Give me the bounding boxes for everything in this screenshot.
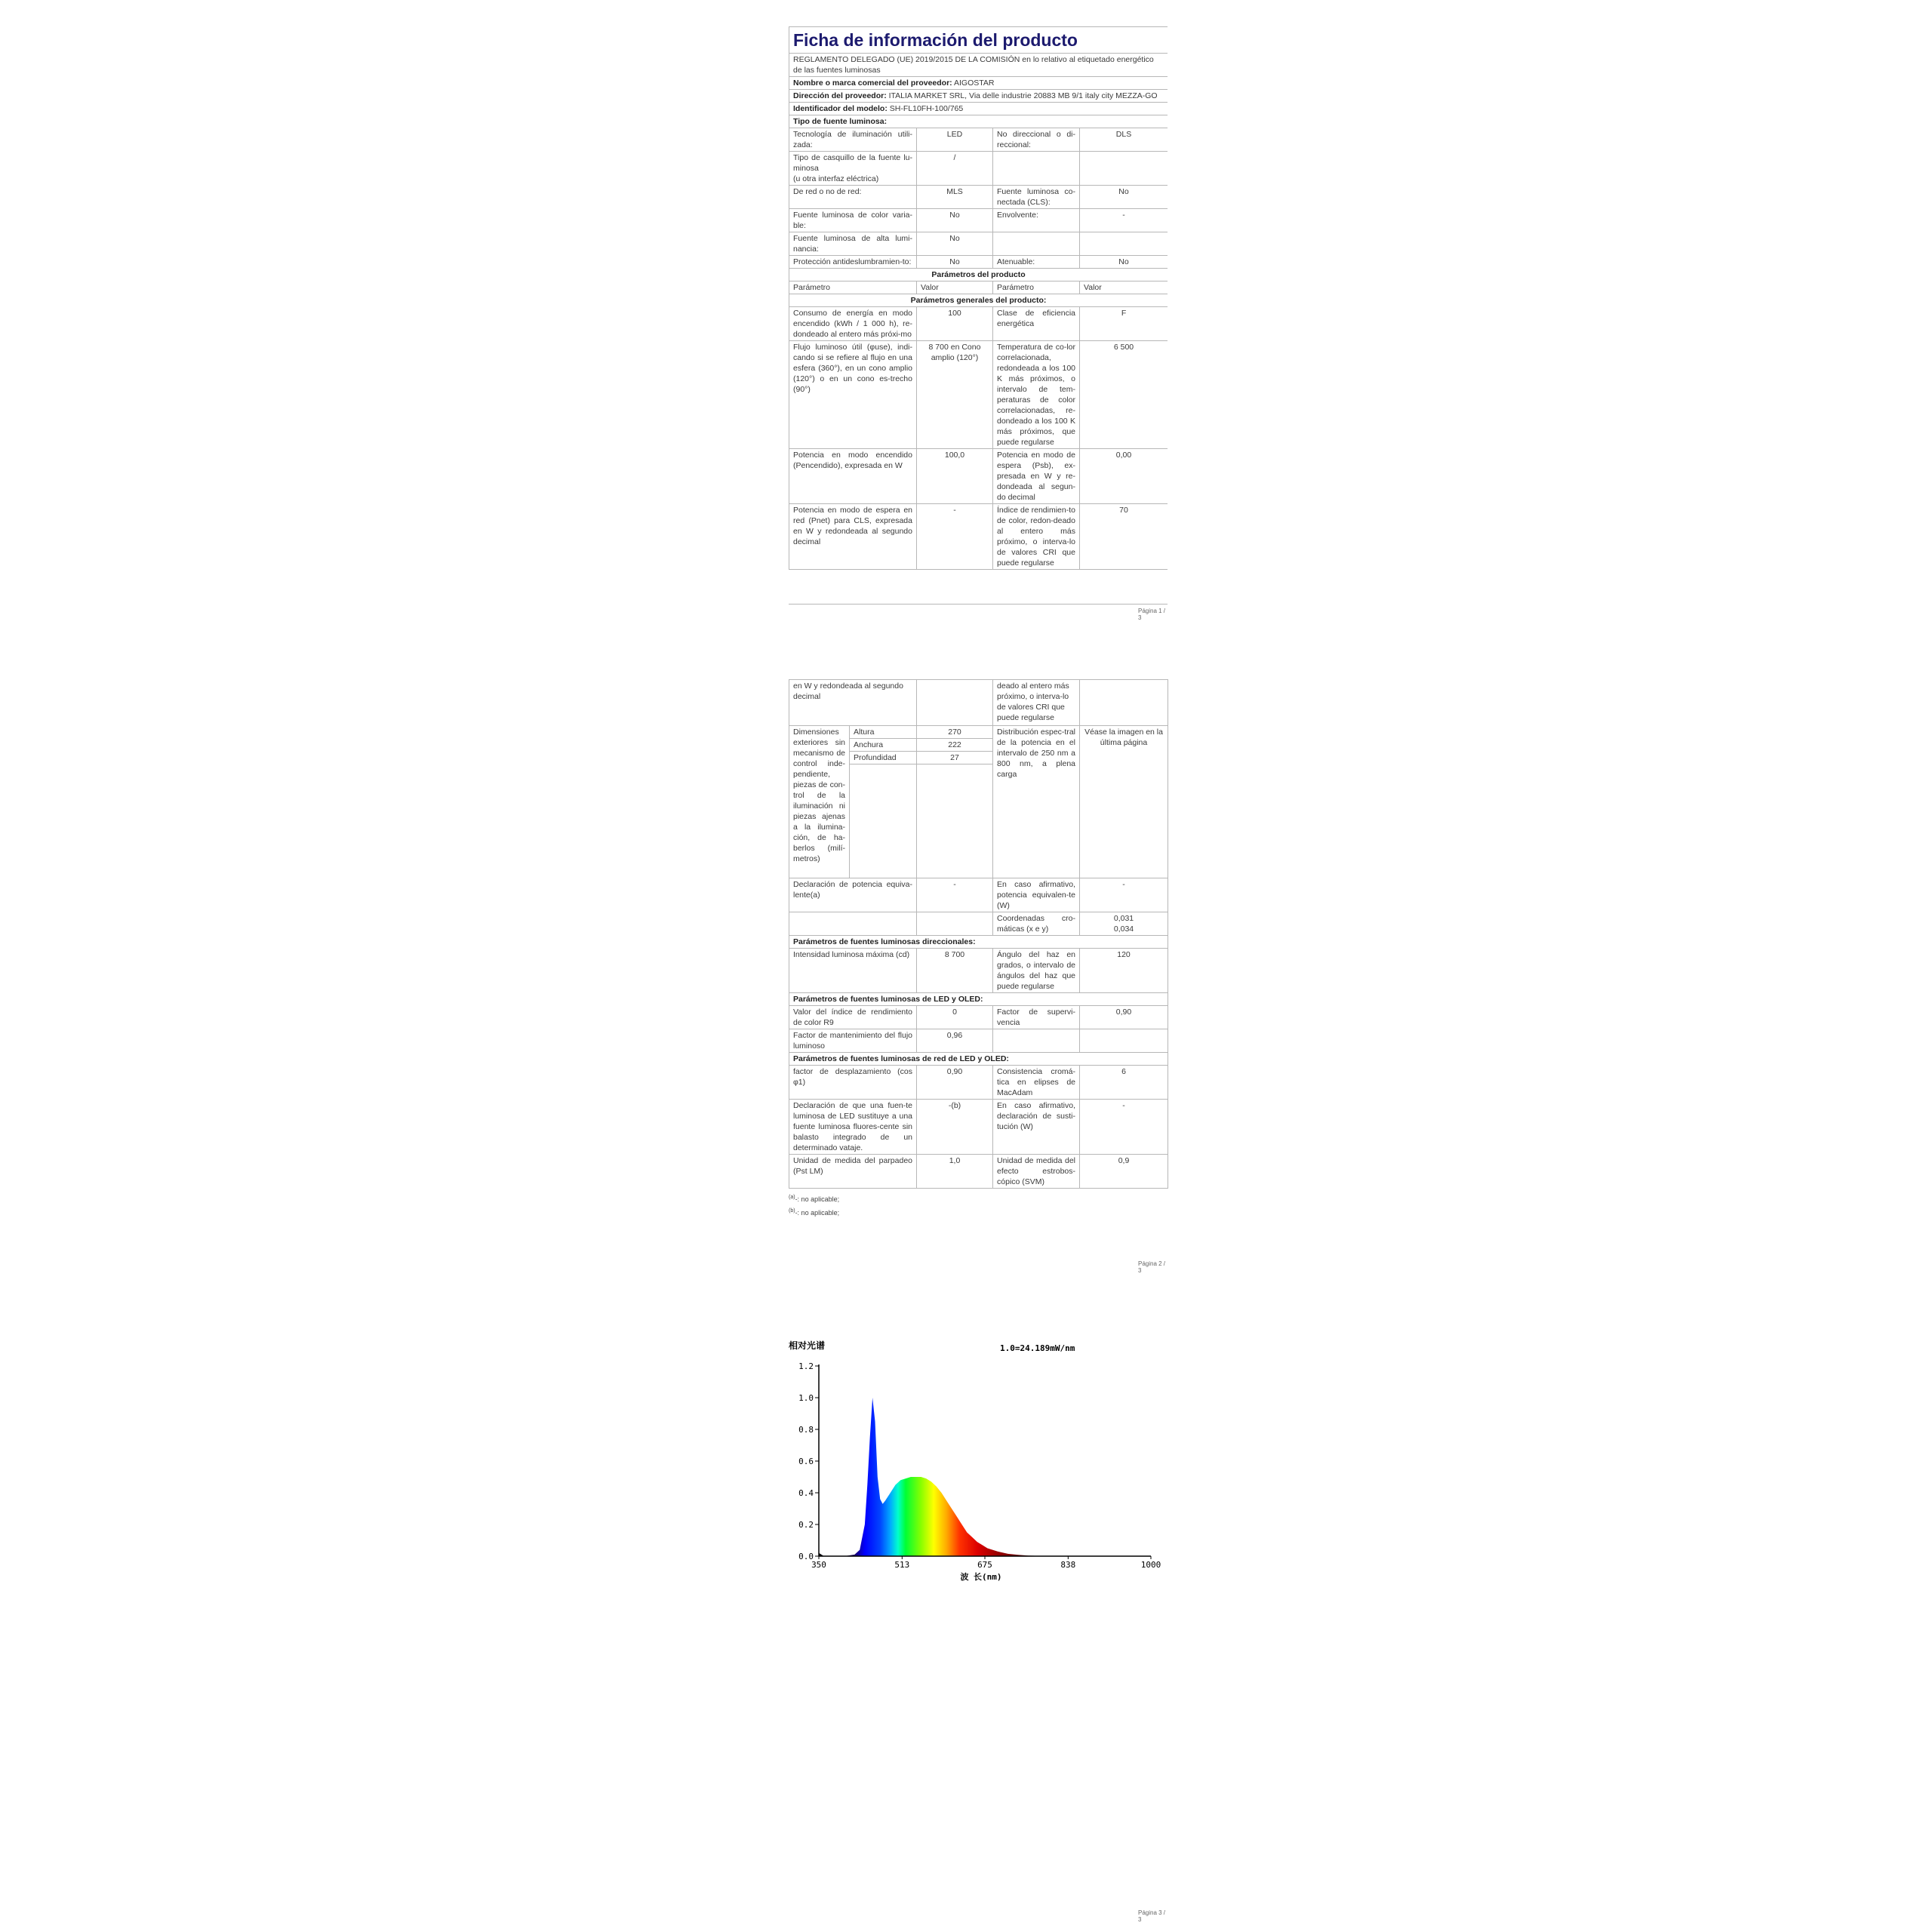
param-value: 8 700 en Cono amplio (120°) <box>917 341 993 449</box>
param-value-2 <box>1080 152 1168 186</box>
param-label-2: Ángulo del haz en grados, o intervalo de ángulos del haz que puede regularse <box>993 949 1080 993</box>
param-value: No <box>917 209 993 232</box>
table-row <box>789 1100 1168 1155</box>
table-row <box>789 186 1168 209</box>
table-row <box>789 1066 1168 1100</box>
supplier-name-row <box>789 77 1168 90</box>
param-label-2: Índice de rendimien-to de color, redon-deado al entero más próximo, o interva-lo de valores CRI que puede regularse <box>993 504 1080 570</box>
param-value: -(b) <box>917 1100 993 1155</box>
table-row <box>789 209 1168 232</box>
param-label-2: Fuente luminosa co-nectada (CLS): <box>993 186 1080 209</box>
param-value-2: No <box>1080 256 1168 269</box>
param-value: LED <box>917 128 993 152</box>
param-value: No <box>917 232 993 256</box>
x-axis-label: 波 长(nm) <box>960 1572 1002 1582</box>
param-value: / <box>917 152 993 186</box>
spectrum-chart <box>789 1328 1168 1615</box>
x-tick-label: 838 <box>1060 1560 1076 1570</box>
model-label: Identificador del modelo: <box>793 104 888 113</box>
continued-right-text: deado al entero más próximo, o interva-lo de valores CRI que puede regularse <box>993 680 1080 726</box>
param-value <box>917 912 993 936</box>
table-row <box>789 307 1168 341</box>
col-header-value: Valor <box>917 281 993 294</box>
param-label: Valor del índice de rendimiento de color R9 <box>789 1006 917 1029</box>
param-value: 8 700 <box>917 949 993 993</box>
col-header-value-2: Valor <box>1080 281 1168 294</box>
param-value-2: 0,00 <box>1080 449 1168 504</box>
param-label: factor de desplazamiento (cos φ1) <box>789 1066 917 1100</box>
param-value: - <box>917 504 993 570</box>
param-value-2 <box>1080 232 1168 256</box>
param-label: Consumo de energía en modo encendido (kWh / 1 000 h), re-dondeado al entero más próxi-mo <box>789 307 917 341</box>
table-row <box>789 1155 1168 1189</box>
table-row <box>789 232 1168 256</box>
page-number-3: Página 3 / 3 <box>1138 1909 1166 1923</box>
params-header-row <box>789 281 1168 294</box>
supplier-name-value: AIGOSTAR <box>954 78 995 88</box>
dimensions-row-1 <box>789 726 1168 739</box>
param-label-2: No direccional o di-reccional: <box>993 128 1080 152</box>
param-value: - <box>917 878 993 912</box>
param-label: Tipo de casquillo de la fuente lu-minosa (u otra interfaz eléctrica) <box>789 152 917 186</box>
table-row <box>789 256 1168 269</box>
chart-annotation: 1.0=24.189mW/nm <box>1000 1343 1075 1353</box>
col-header-param: Parámetro <box>789 281 917 294</box>
x-tick-label: 1000 <box>1140 1560 1161 1570</box>
table-row <box>789 878 1168 912</box>
param-value-2: 0,031 0,034 <box>1080 912 1168 936</box>
param-label: De red o no de red: <box>789 186 917 209</box>
param-value-2 <box>1080 1029 1168 1053</box>
param-label: Unidad de medida del parpadeo (Pst LM) <box>789 1155 917 1189</box>
spectral-distribution-value: Véase la imagen en la última página <box>1080 726 1168 878</box>
param-value-2: - <box>1080 209 1168 232</box>
dimensions-label: Dimensiones exteriores sin mecanismo de control inde-pendiente, piezas de con-trol de la iluminación ni piezas ajenas a la ilumina-ción, de ha-berlos (milí-metros) <box>789 726 850 878</box>
param-value-2: - <box>1080 1100 1168 1155</box>
param-value: 0,96 <box>917 1029 993 1053</box>
table-row <box>789 1029 1168 1053</box>
param-value-2: F <box>1080 307 1168 341</box>
param-value-2: 70 <box>1080 504 1168 570</box>
model-row <box>789 103 1168 115</box>
footnotes <box>789 1192 1168 1219</box>
param-value: MLS <box>917 186 993 209</box>
dim-name-height: Altura <box>850 726 917 739</box>
product-info-table-part-2 <box>789 679 1168 1189</box>
table-row <box>789 449 1168 504</box>
param-label: Flujo luminoso útil (φuse), indi-cando si se refiere al flujo en una esfera (360°), en un cono amplio (120°) o en un cono es-trecho (90°) <box>789 341 917 449</box>
x-tick-label: 513 <box>894 1560 910 1570</box>
chart-title: 相对光谱 <box>789 1340 826 1351</box>
document-title: Ficha de información del producto <box>789 27 1168 54</box>
param-label <box>789 912 917 936</box>
directional-title: Parámetros de fuentes luminosas direccionales: <box>789 936 1168 949</box>
param-label: Protección antideslumbramien-to: <box>789 256 917 269</box>
footnote-a: $^{(a)}$-: no aplicable; <box>789 1195 840 1203</box>
param-value-2: 0,90 <box>1080 1006 1168 1029</box>
param-value: 100,0 <box>917 449 993 504</box>
dim-value-width: 222 <box>917 739 993 752</box>
table-row <box>789 912 1168 936</box>
col-header-param-2: Parámetro <box>993 281 1080 294</box>
supplier-address-row <box>789 90 1168 103</box>
supplier-address-label: Dirección del proveedor: <box>793 91 887 100</box>
param-label-2 <box>993 152 1080 186</box>
param-label-2 <box>993 1029 1080 1053</box>
param-label: Factor de mantenimiento del flujo luminoso <box>789 1029 917 1053</box>
param-label-2: Envolvente: <box>993 209 1080 232</box>
led-oled-title: Parámetros de fuentes luminosas de LED y OLED: <box>789 993 1168 1006</box>
param-label: Declaración de potencia equiva-lente(a) <box>789 878 917 912</box>
supplier-name-label: Nombre o marca comercial del proveedor: <box>793 78 952 88</box>
footnote-b: $^{(b)}$-: no aplicable; <box>789 1208 840 1217</box>
y-tick-label: 0.4 <box>798 1488 814 1498</box>
param-value: 100 <box>917 307 993 341</box>
y-tick-label: 0.0 <box>798 1552 814 1561</box>
y-tick-label: 1.2 <box>798 1361 814 1371</box>
page-number-1: Página 1 / 3 <box>1138 608 1166 621</box>
param-value: 1,0 <box>917 1155 993 1189</box>
param-value-2: - <box>1080 878 1168 912</box>
param-label-2 <box>993 232 1080 256</box>
dim-value-depth: 27 <box>917 752 993 764</box>
param-value-2: DLS <box>1080 128 1168 152</box>
param-label-2: Coordenadas cro-máticas (x e y) <box>993 912 1080 936</box>
table-row <box>789 1006 1168 1029</box>
param-label: Fuente luminosa de color varia-ble: <box>789 209 917 232</box>
product-info-table-part-1 <box>789 26 1168 570</box>
general-params-title: Parámetros generales del producto: <box>789 294 1168 307</box>
regulation-text: REGLAMENTO DELEGADO (UE) 2019/2015 DE LA COMISIÓN en lo relativo al etiquetado energético de las fuentes luminosas <box>789 54 1168 77</box>
param-value-2: 6 500 <box>1080 341 1168 449</box>
continued-row <box>789 680 1168 726</box>
dim-name-width: Anchura <box>850 739 917 752</box>
table-row <box>789 128 1168 152</box>
param-value-2: 120 <box>1080 949 1168 993</box>
source-type-label: Tipo de fuente luminosa: <box>789 115 1168 128</box>
x-tick-label: 675 <box>977 1560 992 1570</box>
y-tick-label: 0.6 <box>798 1457 814 1466</box>
param-label-2: Factor de supervi-vencia <box>993 1006 1080 1029</box>
param-label: Potencia en modo encendido (Pencendido), expresada en W <box>789 449 917 504</box>
param-value-2: 6 <box>1080 1066 1168 1100</box>
dim-name-depth: Profundidad <box>850 752 917 764</box>
param-label-2: Consistencia cromá-tica en elipses de MacAdam <box>993 1066 1080 1100</box>
supplier-address-value: ITALIA MARKET SRL, Via delle industrie 20883 MB 9/1 italy city MEZZA-GO <box>888 91 1158 100</box>
param-value-2: No <box>1080 186 1168 209</box>
page-1 <box>789 26 1168 621</box>
param-label: Tecnología de iluminación utili-zada: <box>789 128 917 152</box>
y-tick-label: 0.2 <box>798 1520 814 1530</box>
model-value: SH-FL10FH-100/765 <box>889 104 964 113</box>
spectrum-area <box>819 1398 1100 1556</box>
param-value: 0,90 <box>917 1066 993 1100</box>
dim-value-height: 270 <box>917 726 993 739</box>
param-label-2: Atenuable: <box>993 256 1080 269</box>
y-tick-label: 1.0 <box>798 1393 814 1403</box>
param-label: Declaración de que una fuen-te luminosa de LED sustituye a una fuente luminosa fluores-cente sin balasto integrado de un determinado vataje. <box>789 1100 917 1155</box>
table-row <box>789 504 1168 570</box>
param-label-2: Potencia en modo de espera (Psb), ex-presada en W y re-dondeada al segun-do decimal <box>993 449 1080 504</box>
param-label-2: En caso afirmativo, declaración de susti-tución (W) <box>993 1100 1080 1155</box>
param-label: Intensidad luminosa máxima (cd) <box>789 949 917 993</box>
page-2 <box>789 679 1168 1274</box>
param-label-2: Clase de eficiencia energética <box>993 307 1080 341</box>
param-value: 0 <box>917 1006 993 1029</box>
mains-led-title: Parámetros de fuentes luminosas de red de LED y OLED: <box>789 1053 1168 1066</box>
param-value: No <box>917 256 993 269</box>
page-number-2: Página 2 / 3 <box>1138 1260 1166 1274</box>
table-row <box>789 152 1168 186</box>
page-1-body <box>789 26 1168 605</box>
product-params-title: Parámetros del producto <box>789 269 1168 281</box>
param-label: Fuente luminosa de alta lumi-nancia: <box>789 232 917 256</box>
x-tick-label: 350 <box>811 1560 826 1570</box>
spectral-distribution-label: Distribución espec-tral de la potencia en el intervalo de 250 nm a 800 nm, a plena carga <box>993 726 1080 878</box>
param-label-2: Temperatura de co-lor correlacionada, redondeada a los 100 K más próximos, o intervalo de tem-peraturas de color correlacionadas, re-dondeado a los 100 K más próximos, que puede regularse <box>993 341 1080 449</box>
param-label-2: En caso afirmativo, potencia equivalen-te (W) <box>993 878 1080 912</box>
table-row <box>789 949 1168 993</box>
y-tick-label: 0.8 <box>798 1425 814 1435</box>
param-value-2: 0,9 <box>1080 1155 1168 1189</box>
param-label-2: Unidad de medida del efecto estrobos-cópico (SVM) <box>993 1155 1080 1189</box>
continued-left-text: en W y redondeada al segundo decimal <box>789 680 917 726</box>
param-label: Potencia en modo de espera en red (Pnet) para CLS, expresada en W y redondeada al segundo decimal <box>789 504 917 570</box>
table-row <box>789 341 1168 449</box>
